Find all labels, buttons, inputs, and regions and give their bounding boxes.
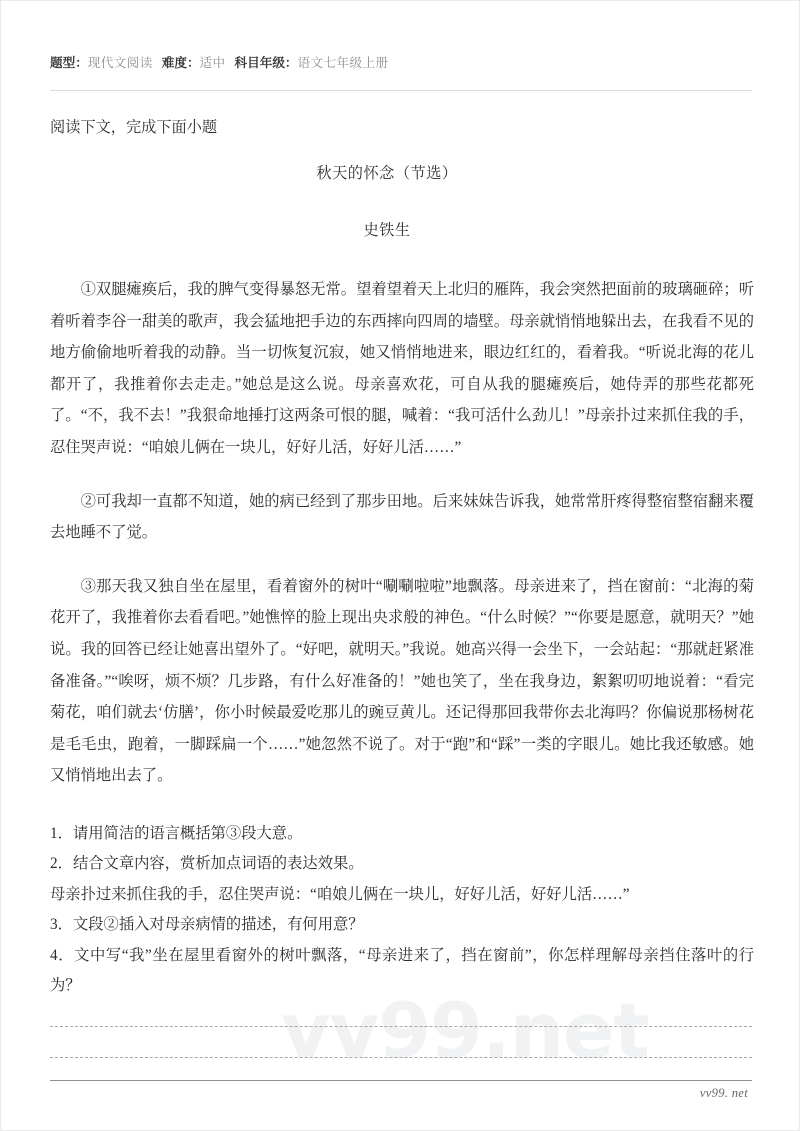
reading-instruction: 阅读下文，完成下面小题 [50, 119, 218, 136]
answer-dashed-line-1 [50, 1026, 752, 1027]
question-list [50, 819, 754, 1002]
meta-header [50, 53, 752, 73]
subject-grade-value: 语文七年级上册 [297, 56, 389, 70]
document-body [50, 113, 754, 1002]
difficulty-label: 难度： [161, 56, 200, 70]
page-watermark: vv99.net [281, 986, 649, 1075]
subject-grade-label: 科目年级： [234, 56, 298, 70]
passage-paragraph-3: ③那天我又独自坐在屋里，看着窗外的树叶“唰唰啦啦”地飘落。母亲进来了，挡在窗前：“北海的菊花开了，我推着你去看看吧。”她憔悴的脸上现出央求般的神色。“什么时候？”“你要是愿意，就明天？”她说。我的回答已经让她喜出望外了。“好吧，就明天。”我说。她高兴得一会坐下，一会站起：“那就赶紧准备准备。”“唉呀，烦不烦？几步路，有什么好准备的！”她也笑了，坐在我身边，絮絮叨叨地说着：“看完菊花，咱们就去‘仿膳’，你小时候最爱吃那儿的豌豆黄儿。还记得那回我带你去北海吗？你偏说那杨树花是毛毛虫，跑着，一脚踩扁一个……”她忽然不说了。对于“跑”和“踩”一类的字眼儿。她比我还敏感。她又悄悄地出去了。 [50, 577, 754, 785]
difficulty-value: 适中 [199, 56, 226, 70]
answer-dashed-line-2 [50, 1057, 752, 1058]
passage-title: 秋天的怀念（节选） [316, 165, 458, 182]
footer-divider [50, 1080, 752, 1081]
footer-site-label: vv99. net [699, 1086, 748, 1100]
header-divider [50, 90, 752, 91]
question-item-2: 2．结合文章内容，赏析加点词语的表达效果。 [50, 855, 364, 873]
passage-paragraph-2: ②可我却一直都不知道，她的病已经到了那步田地。后来妹妹告诉我，她常常肝疼得整宿整宿翻来覆去地睡不了觉。 [50, 492, 754, 542]
question-item-4: 4．文中写“我”坐在屋里看窗外的树叶飘落，“母亲进来了，挡在窗前”，你怎样理解母亲挡住落叶的行为？ [50, 946, 754, 995]
question-item-1: 1．请用简洁的语言概括第③段大意。 [50, 824, 303, 842]
question-item-2-quote: 母亲扑过来抓住我的手，忍住哭声说：“咱娘儿俩在一块儿，好好儿活，好好儿活……” [50, 885, 630, 903]
question-type-value: 现代文阅读 [87, 56, 153, 70]
passage-paragraph-1: ①双腿瘫痪后，我的脾气变得暴怒无常。望着望着天上北归的雁阵，我会突然把面前的玻璃砸碎；听着听着李谷一甜美的歌声，我会猛地把手边的东西摔向四周的墙壁。母亲就悄悄地躲出去，在我看不见的地方偷偷地听着我的动静。当一切恢复沉寂，她又悄悄地进来，眼边红红的，看着我。“听说北海的花儿都开了，我推着你去走走。”她总是这么说。母亲喜欢花，可自从我的腿瘫痪后，她侍弄的那些花都死了。“不，我不去！”我狠命地捶打这两条可恨的腿，喊着：“我可活什么劲儿！”母亲扑过来抓住我的手，忍住哭声说：“咱娘儿俩在一块儿，好好儿活，好好儿活……” [50, 281, 754, 456]
question-type-label: 题型： [50, 56, 88, 70]
question-item-3: 3．文段②插入对母亲病情的描述，有何用意？ [50, 916, 364, 934]
passage-author: 史铁生 [363, 222, 411, 239]
